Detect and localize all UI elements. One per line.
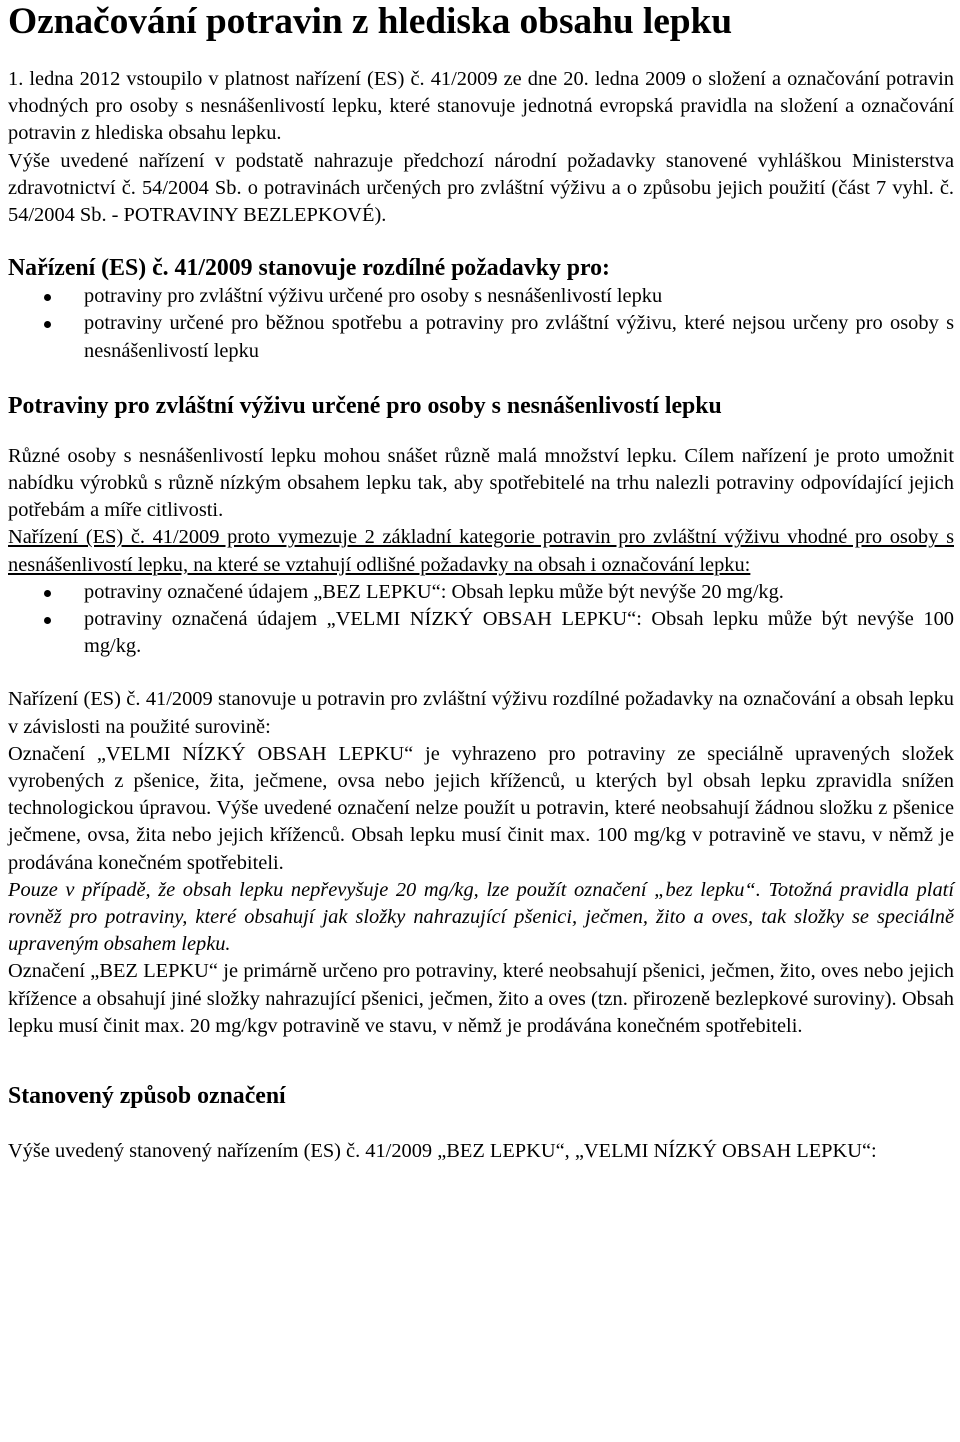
section-heading-special-diet: Potraviny pro zvláštní výživu určené pro osoby s nesnášenlivostí lepku — [8, 392, 722, 419]
special-diet-paragraph-italic: Pouze v případě, že obsah lepku nepřevyšuje 20 mg/kg, lze použít označení „bez lepku“. Totožná pravidla platí rovněž pro potraviny, které obsahují jak složky nahrazující pšenici, ječmen, žito a oves, tak složky se speciálně upraveným obsahem lepku. — [8, 878, 954, 956]
list-item: potraviny označené údajem „BEZ LEPKU“: Obsah lepku může být nevýše 20 mg/kg. — [8, 579, 954, 606]
requirements-list — [8, 283, 954, 365]
special-diet-paragraph-6: Označení „BEZ LEPKU“ je primárně určeno pro potraviny, které neobsahují pšenici, ječmen, žito, oves nebo jejich křížence a obsahují jiné složky nahrazující pšenici, ječmen, žito a oves (tzn. přirozeně bezlepkové suroviny). Obsah lepku musí činit max. 20 mg/kgv potravině ve stavu, v němž je prodávána konečném spotřebiteli. — [8, 960, 954, 1037]
bullet-icon — [44, 617, 51, 624]
list-item: potraviny určené pro běžnou spotřebu a potraviny pro zvláštní výživu, které nejsou určeny pro osoby s nesnášenlivostí lepku — [8, 310, 954, 364]
section-heading-labeling: Stanovený způsob označení — [8, 1083, 286, 1110]
document-title: Označování potravin z hlediska obsahu lepku — [8, 1, 733, 42]
bullet-icon — [44, 294, 51, 301]
list-item: potraviny pro zvláštní výživu určené pro osoby s nesnášenlivostí lepku — [8, 283, 954, 310]
intro-paragraph-2: Výše uvedené nařízení v podstatě nahrazuje předchozí národní požadavky stanovené vyhláškou Ministerstva zdravotnictví č. 54/2004 Sb. o potravinách určených pro zvláštní výživu a o způsobu jejich použití (část 7 vyhl. č. 54/2004 Sb. - POTRAVINY BEZLEPKOVÉ). — [8, 149, 954, 227]
bullet-icon — [44, 590, 51, 597]
special-diet-paragraph-1: Různé osoby s nesnášenlivostí lepku mohou snášet různě malá množství lepku. Cílem nařízení je proto umožnit nabídku výrobků s různě nízkým obsahem lepku tak, aby spotřebitelé na trhu nalezli potraviny odpovídající jejich potřebám a míře citlivosti. — [8, 444, 954, 522]
bullet-icon — [44, 321, 51, 328]
categories-list — [8, 579, 954, 661]
special-diet-paragraph-categories: Nařízení (ES) č. 41/2009 proto vymezuje 2 základní kategorie potravin pro zvláštní výživu vhodné pro osoby s nesnášenlivostí lepku, na které se vztahují odlišné požadavky na obsah i označování lepku: — [8, 526, 954, 576]
special-diet-paragraph-3: Nařízení (ES) č. 41/2009 stanovuje u potravin pro zvláštní výživu rozdílné požadavky na označování a obsah lepku v závislosti na použité surovině: — [8, 688, 954, 738]
labeling-paragraph-1: Výše uvedený stanovený nařízením (ES) č. 41/2009 „BEZ LEPKU“, „VELMI NÍZKÝ OBSAH LEPKU“: — [8, 1140, 877, 1163]
section-heading-requirements: Nařízení (ES) č. 41/2009 stanovuje rozdílné požadavky pro: — [8, 255, 610, 282]
special-diet-paragraph-4: Označení „VELMI NÍZKÝ OBSAH LEPKU“ je vyhrazeno pro potraviny ze speciálně upravených složek vyrobených z pšenice, žita, ječmene, ovsa nebo jejich kříženců, u kterých byl obsah lepku zpravidla snížen technologickou úpravou. Výše uvedené označení nelze použít u potravin, které neobsahují žádnou složku z pšenice ječmene, ovsa, žita nebo jejich kříženců. Obsah lepku musí činit max. 100 mg/kg v potravině ve stavu, v němž je prodávána konečném spotřebiteli. — [8, 742, 954, 874]
list-item: potraviny označená údajem „VELMI NÍZKÝ OBSAH LEPKU“: Obsah lepku může být nevýše 100 mg/kg. — [8, 606, 954, 660]
intro-paragraph-1: 1. ledna 2012 vstoupilo v platnost nařízení (ES) č. 41/2009 ze dne 20. ledna 2009 o složení a označování potravin vhodných pro osoby s nesnášenlivostí lepku, které stanovuje jednotná evropská pravidla na složení a označování potravin z hlediska obsahu lepku. — [8, 68, 954, 145]
